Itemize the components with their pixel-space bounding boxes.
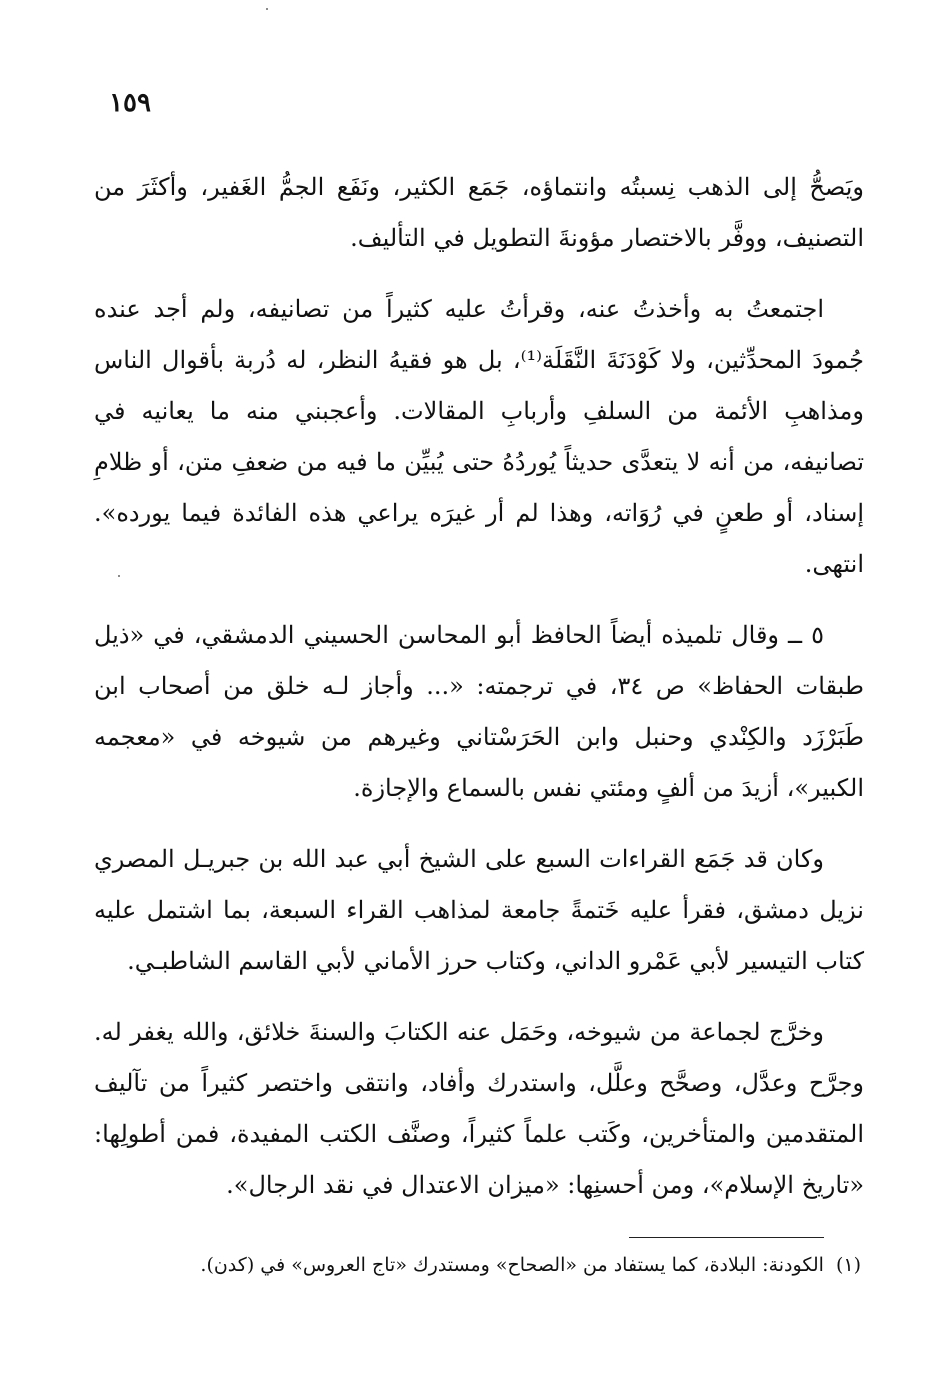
footnote-text: الكودنة: البلادة، كما يستفاد من «الصحاح» ومستدرك «تاج العروس» في (كدن). bbox=[200, 1254, 824, 1276]
scan-speck bbox=[266, 8, 268, 10]
main-text bbox=[94, 162, 864, 1211]
paragraph: اجتمعتُ به وأخذتُ عنه، وقرأتُ عليه كثيراً من تصانيفه، ولم أجد عنده جُمودَ المحدِّثين، ولا كَوْدَنَةَ النَّقَلَة⁽¹⁾، بل هو فقيهُ النظر، له دُربة بأقوال الناس ومذاهبِ الأئمة من السلفِ وأربابِ المقالات. وأعجبني منه ما يعانيه في تصانيفه، من أنه لا يتعدَّى حديثاً يُوردُهُ حتى يُبيِّن ما فيه من ضعفِ متن، أو ظلامِ إسناد، أو طعنٍ في رُوَاته، وهذا لم أر غيرَه يراعي هذه الفائدة فيما يورده». انتهى. bbox=[94, 295, 864, 578]
paragraph: وخرَّج لجماعة من شيوخه، وحَمَل عنه الكتابَ والسنةَ خلائق، والله يغفر له. وجرَّح وعدَّل، وصحَّح وعلَّل، واستدرك وأفاد، وانتقى واختصر كثيراً من تآليف المتقدمين والمتأخرين، وكَتب علماً كثيراً، وصنَّف الكتب المفيدة، فمن أطولِها: «تاريخ الإسلام»، ومن أحسنِها: «ميزان الاعتدال في نقد الرجال». bbox=[94, 1018, 864, 1199]
paragraph: ويَصحُّ إلى الذهب نِسبتُه وانتماؤه، جَمَع الكثير، ونَفَع الجمُّ الغَفير، وأكثَرَ من التصنيف، ووفَّر بالاختصار مؤونةَ التطويل في التأليف. bbox=[94, 173, 864, 252]
footnote bbox=[71, 1250, 861, 1280]
scan-speck bbox=[118, 575, 120, 577]
footnote-divider bbox=[629, 1237, 824, 1238]
paragraph: ٥ ــ وقال تلميذه أيضاً الحافظ أبو المحاسن الحسيني الدمشقي، في «ذيل طبقات الحفاظ» ص ٣٤، في ترجمته: «... وأجاز لـه خلق من أصحاب ابن طَبَرْزَد والكِنْدي وحنبل وابن الحَرَسْتاني وغيرهم من شيوخه في «معجمه الكبير»، أزيدَ من ألفٍ ومئتي نفس بالسماع والإجازة. bbox=[94, 621, 864, 802]
page-number: ١٥٩ bbox=[109, 88, 151, 118]
footnote-marker: (١) bbox=[835, 1254, 861, 1276]
paragraph: وكان قد جَمَع القراءات السبع على الشيخ أبي عبد الله بن جبريـل المصري نزيل دمشق، فقرأ عليه خَتمةً جامعة لمذاهب القراء السبعة، بما اشتمل عليه كتاب التيسير لأبي عَمْرو الداني، وكتاب حرز الأماني لأبي القاسم الشاطبـي. bbox=[94, 845, 864, 975]
